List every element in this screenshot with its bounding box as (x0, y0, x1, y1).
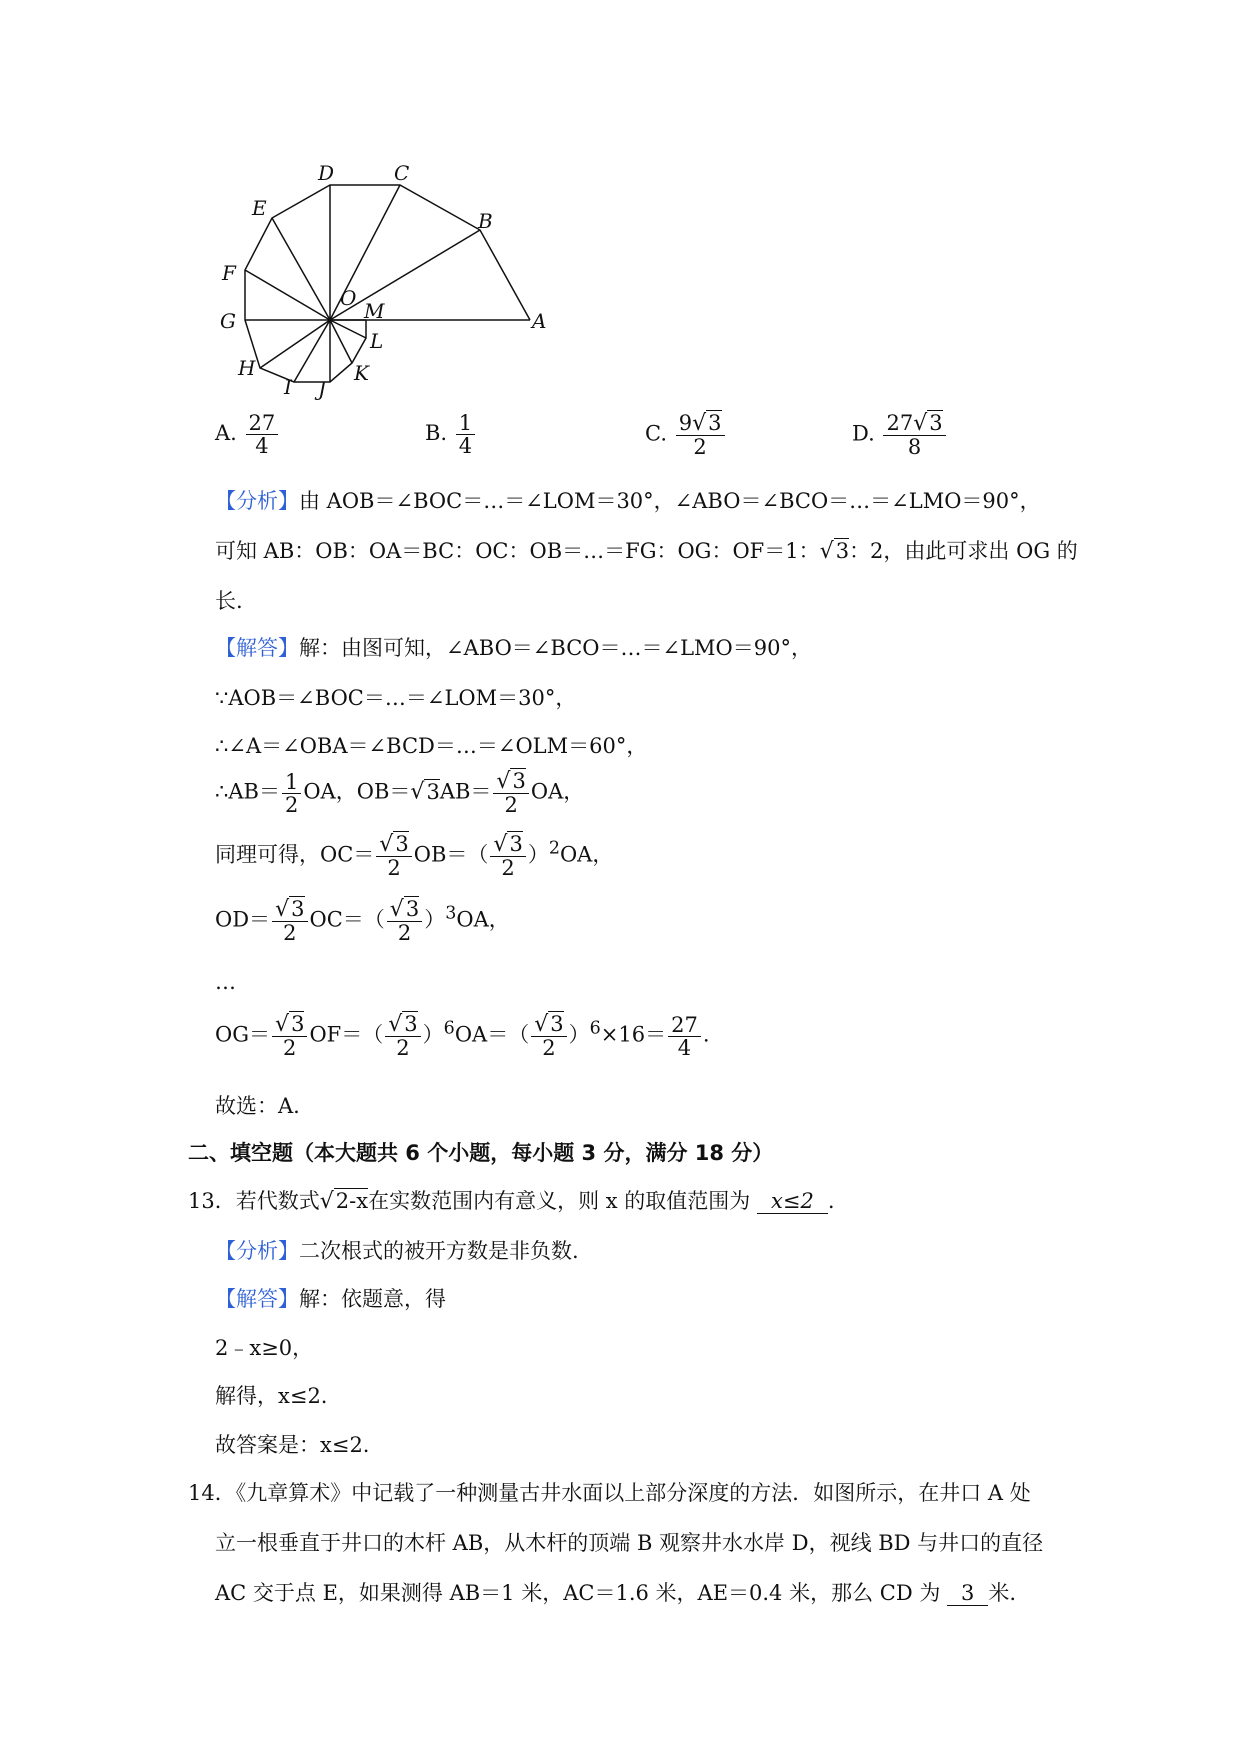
analysis-tag: 【分析】 (215, 489, 299, 513)
q12-solution-line7: OG＝ $\frac{√3}{2}$ OF＝（ $\frac{√3}{2}$ ）$^6$OA＝（ $\frac{√3}{2}$ ）$^6$×16＝ $\frac{27}{4}$ . (215, 1012, 710, 1061)
label-A: A (532, 309, 547, 333)
label-F: F (222, 261, 236, 285)
q12-solution-line1: 【解答】解：由图可知，∠ABO＝∠BCO＝…＝∠LMO＝90°， (215, 636, 812, 660)
spiral-triangle-figure (200, 150, 547, 401)
label-H: H (238, 356, 256, 380)
label-B: B (478, 209, 493, 233)
q14-line1: 14．《九章算术》中记载了一种测量古井水面以上部分深度的方法．如图所示，在井口 A 处 (188, 1481, 1031, 1505)
q12-analysis-line2: 可知 AB：OB：OA＝BC：OC：OB＝…＝FG：OG：OF＝1：√3：2，由此可求出 OG 的 (215, 539, 1078, 564)
q13-solution-line4: 故答案是：x≤2. (215, 1433, 370, 1457)
option-b: B. $\frac{1}{4}$ (425, 412, 477, 457)
solution-tag: 【解答】 (215, 636, 299, 660)
q13-answer: x≤2 (757, 1189, 828, 1214)
q14-line3: AC 交于点 E，如果测得 AB＝1 米，AC＝1.6 米，AE＝0.4 米，那么 CD 为 3 米. (215, 1581, 1017, 1605)
label-C: C (394, 161, 410, 185)
q12-solution-line6: OD＝ $\frac{√3}{2}$ OC＝（ $\frac{√3}{2}$ ）$^3$OA， (215, 897, 510, 946)
q13-solution-line1: 【解答】解：依题意，得 (215, 1287, 446, 1311)
q12-solution-line3: ∴∠A＝∠OBA＝∠BCD＝…＝∠OLM＝60°， (215, 734, 648, 758)
option-d-fraction: $\frac{27√3}{8}$ (883, 412, 945, 458)
option-a: A. $\frac{27}{4}$ (215, 412, 280, 457)
q12-solution-line4: ∴AB＝ $\frac{1}{2}$ OA，OB＝√3AB＝ $\frac{√3}{2}$ OA， (215, 769, 585, 818)
q12-solution-line5: 同理可得，OC＝ $\frac{√3}{2}$ OB＝（ $\frac{√3}{2}$ ）$^2$OA， (215, 832, 614, 881)
q12-ellipsis: … (215, 970, 236, 994)
option-c-fraction: $\frac{9√3}{2}$ (676, 412, 725, 458)
label-L: L (370, 329, 384, 353)
q14-line2: 立一根垂直于井口的木杆 AB，从木杆的顶端 B 观察井水水岸 D，视线 BD 与井口的直径 (215, 1531, 1044, 1555)
q13-question: 13．若代数式√2-x在实数范围内有意义，则 x 的取值范围为 x≤2 . (188, 1189, 835, 1214)
q12-analysis-line1: 【分析】由 AOB＝∠BOC＝…＝∠LOM＝30°，∠ABO＝∠BCO＝…＝∠LMO＝90°， (215, 489, 1041, 513)
label-E: E (252, 196, 267, 220)
q12-choice: 故选：A. (215, 1094, 300, 1118)
option-d: D. $\frac{27√3}{8}$ (852, 412, 948, 458)
q13-solution-line3: 解得，x≤2. (215, 1384, 328, 1408)
q13-solution-line2: 2﹣x≥0， (215, 1336, 314, 1360)
label-J: J (318, 377, 327, 401)
q12-analysis-line3: 长. (215, 589, 243, 613)
label-O: O (340, 286, 357, 310)
option-b-fraction: $\frac{1}{4}$ (456, 412, 475, 457)
section-2-heading: 二、填空题（本大题共 6 个小题，每小题 3 分，满分 18 分） (188, 1141, 774, 1165)
label-K: K (354, 361, 369, 385)
option-a-fraction: $\frac{27}{4}$ (246, 412, 279, 457)
label-M: M (364, 299, 385, 323)
q14-answer: 3 (947, 1581, 988, 1606)
label-I: I (284, 375, 292, 399)
label-G: G (220, 309, 236, 333)
q12-solution-line2: ∵AOB＝∠BOC＝…＝∠LOM＝30°， (215, 686, 577, 710)
q13-analysis: 【分析】二次根式的被开方数是非负数. (215, 1239, 579, 1263)
label-D: D (318, 161, 335, 185)
option-c: C. $\frac{9√3}{2}$ (645, 412, 727, 458)
